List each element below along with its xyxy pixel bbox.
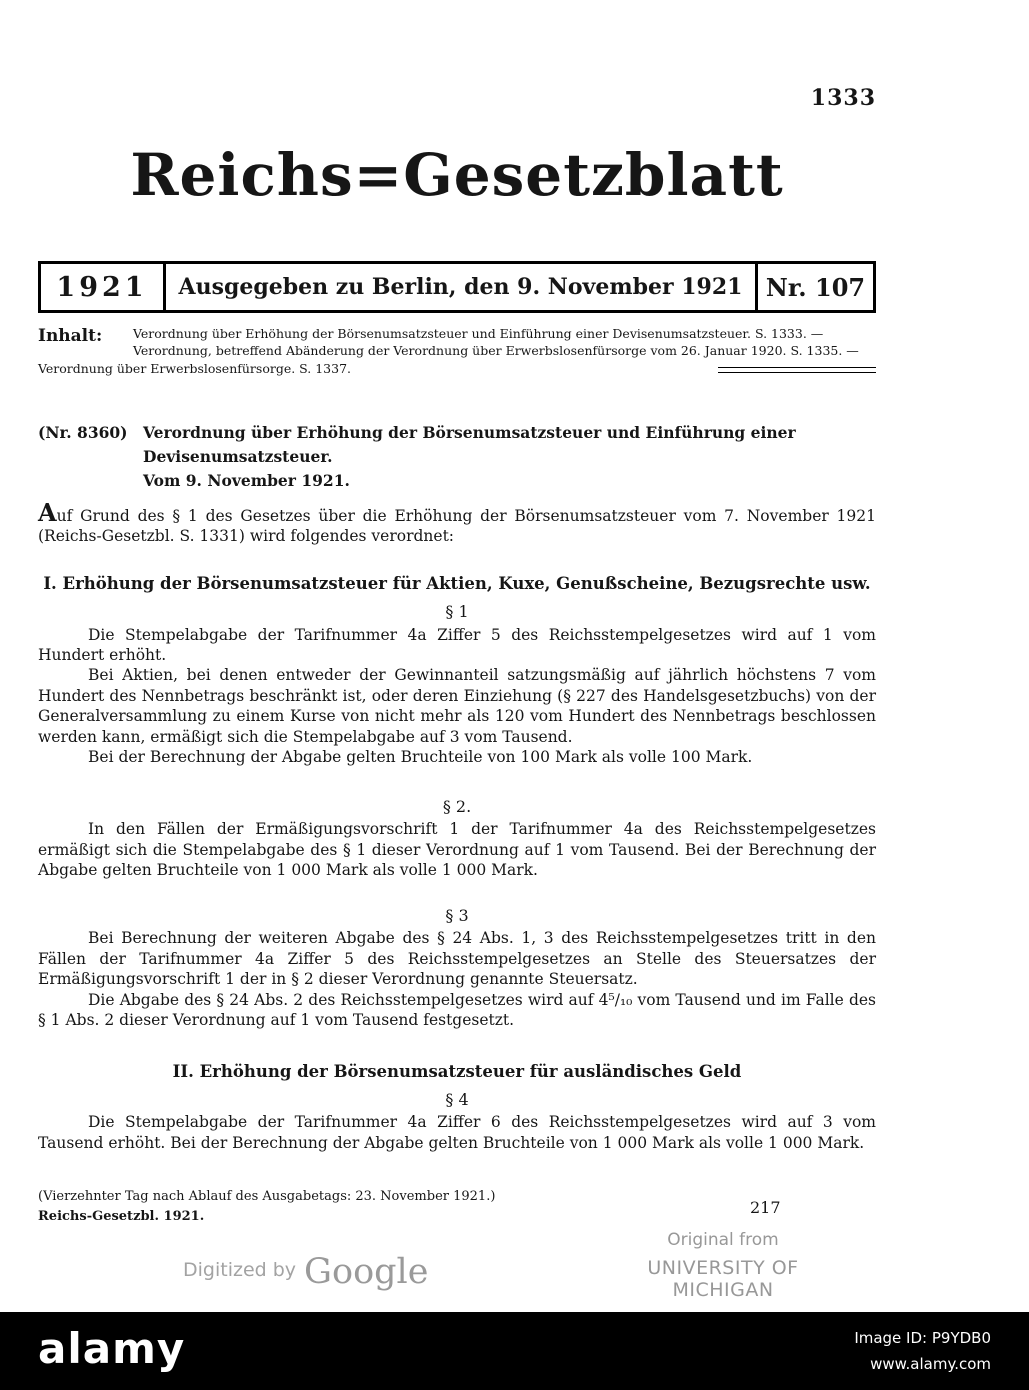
alamy-image-id: Image ID: P9YDB0	[854, 1329, 991, 1347]
article-1-paragraph-3: Bei der Berechnung der Abgabe gelten Bruchteile von 100 Mark als volle 100 Mark.	[88, 748, 753, 767]
footer-issue-note: (Vierzehnter Tag nach Ablauf des Ausgabetags: 23. November 1921.)	[38, 1189, 496, 1205]
digitization-credits	[0, 1228, 1029, 1302]
footer-sheet-number: 217	[750, 1198, 781, 1218]
inhalt-text: Verordnung über Erhöhung der Börsenumsatzsteuer und Einführung einer Devisenumsatzsteuer. S. 1333. — Verordnung, betreffend Abänderung der Verordnung über Erwerbslosenfürsorge vom 26. Januar 1920. S. 1335. —	[133, 326, 859, 359]
article-2-paragraph-1: In den Fällen der Ermäßigungsvorschrift 1 der Tarifnummer 4a des Reichsstempelgesetzes ermäßigt sich die Stempelabgabe des § 1 dieser Verordnung auf 1 vom Tausend. Bei der Berechnung der Abgabe gelten Bruchteile von 1 000 Mark als volle 1 000 Mark.	[38, 820, 876, 880]
decree-number: (Nr. 8360)	[38, 422, 128, 442]
issue-number: Nr. 107	[765, 272, 866, 302]
alamy-info	[854, 1326, 991, 1377]
article-1-paragraph-1: Die Stempelabgabe der Tarifnummer 4a Ziffer 5 des Reichsstempelgesetzes wird auf 1 vom Hundert erhöht.	[38, 625, 876, 665]
article-1-label: § 1	[445, 601, 469, 621]
institution-name: UNIVERSITY OF MICHIGAN	[647, 1257, 799, 1301]
alamy-watermark-bar	[0, 1312, 1029, 1390]
article-2-label: § 2.	[442, 796, 472, 816]
decree-title-block	[143, 421, 876, 493]
issue-year: 1921	[41, 264, 166, 310]
alamy-url: www.alamy.com	[870, 1354, 991, 1373]
article-3-paragraph-1: Bei Berechnung der weiteren Abgabe des § 24 Abs. 1, 3 des Reichsstempelgesetzes tritt in den Fällen der Tarifnummer 4a Ziffer 5 des Reichsstempelgesetzes an Stelle des Steuersatzes der Ermäßigungsvorschrift 1 der in § 2 dieser Verordnung genannte Steuersatz.	[38, 929, 876, 989]
section-1-heading: I. Erhöhung der Börsenumsatzsteuer für Aktien, Kuxe, Genußscheine, Bezugsrechte usw.	[43, 573, 871, 593]
digitized-by-label: Digitized by	[183, 1259, 297, 1281]
google-logo: Google	[304, 1252, 429, 1292]
page-content	[38, 0, 876, 1228]
article-4-paragraph-1: Die Stempelabgabe der Tarifnummer 4a Ziffer 6 des Reichsstempelgesetzes wird auf 3 vom Tausend erhöht. Bei der Berechnung der Abgabe gelten Bruchteile von 1 000 Mark als volle 1 000 Mark.	[38, 1113, 876, 1152]
footer-volume-note: Reichs-Gesetzbl. 1921.	[38, 1209, 205, 1225]
decree-date: Vom 9. November 1921.	[143, 470, 350, 490]
table-of-contents	[38, 325, 876, 377]
masthead-title: Reichs=Gesetzblatt	[130, 141, 784, 209]
decree-title: Verordnung über Erhöhung der Börsenumsatzsteuer und Einführung einer Devisenumsatzsteuer.	[143, 422, 796, 466]
decree-heading	[38, 421, 876, 493]
google-credit	[183, 1252, 428, 1292]
article-1-paragraph-2: Bei Aktien, bei denen entweder der Gewinnanteil satzungsmäßig auf jährlich höchstens 7 vom Hundert des Nennbetrags beschränkt ist, oder deren Einziehung (§ 227 des Handelsgesetzbuchs) von der Generalversammlung zu einem Kurse von nicht mehr als 120 vom Hundert des Nennbetrags beschlossen werden kann, ermäßigt sich die Stempelabgabe auf 3 vom Tausend.	[38, 666, 876, 746]
page-number: 1333	[810, 85, 876, 111]
original-from-label: Original from	[667, 1230, 779, 1250]
article-3-paragraph-2: Die Abgabe des § 24 Abs. 2 des Reichsstempelgesetzes wird auf 4⁵/₁₀ vom Tausend und im Falle des § 1 Abs. 2 dieser Verordnung auf 1 vom Tausend festgesetzt.	[38, 990, 876, 1030]
section-2-heading: II. Erhöhung der Börsenumsatzsteuer für ausländisches Geld	[172, 1061, 742, 1081]
article-4-label: § 4	[445, 1089, 469, 1109]
issue-line: Ausgegeben zu Berlin, den 9. November 1921	[166, 264, 758, 310]
michigan-credit	[598, 1230, 848, 1301]
article-3-label: § 3	[445, 905, 469, 925]
inhalt-label: Inhalt:	[38, 326, 103, 346]
alamy-logo: alamy	[38, 1324, 186, 1373]
issue-header-bar	[38, 261, 876, 313]
inhalt-text-tail: Verordnung über Erwerbslosenfürsorge. S. 1337.	[38, 360, 352, 376]
decree-preamble: Auf Grund des § 1 des Gesetzes über die Erhöhung der Börsenumsatzsteuer vom 7. November 1921 (Reichs-Gesetzbl. S. 1331) wird folgendes verordnet:	[38, 497, 876, 546]
divider-rule	[718, 367, 876, 373]
page-footer	[38, 1187, 876, 1227]
